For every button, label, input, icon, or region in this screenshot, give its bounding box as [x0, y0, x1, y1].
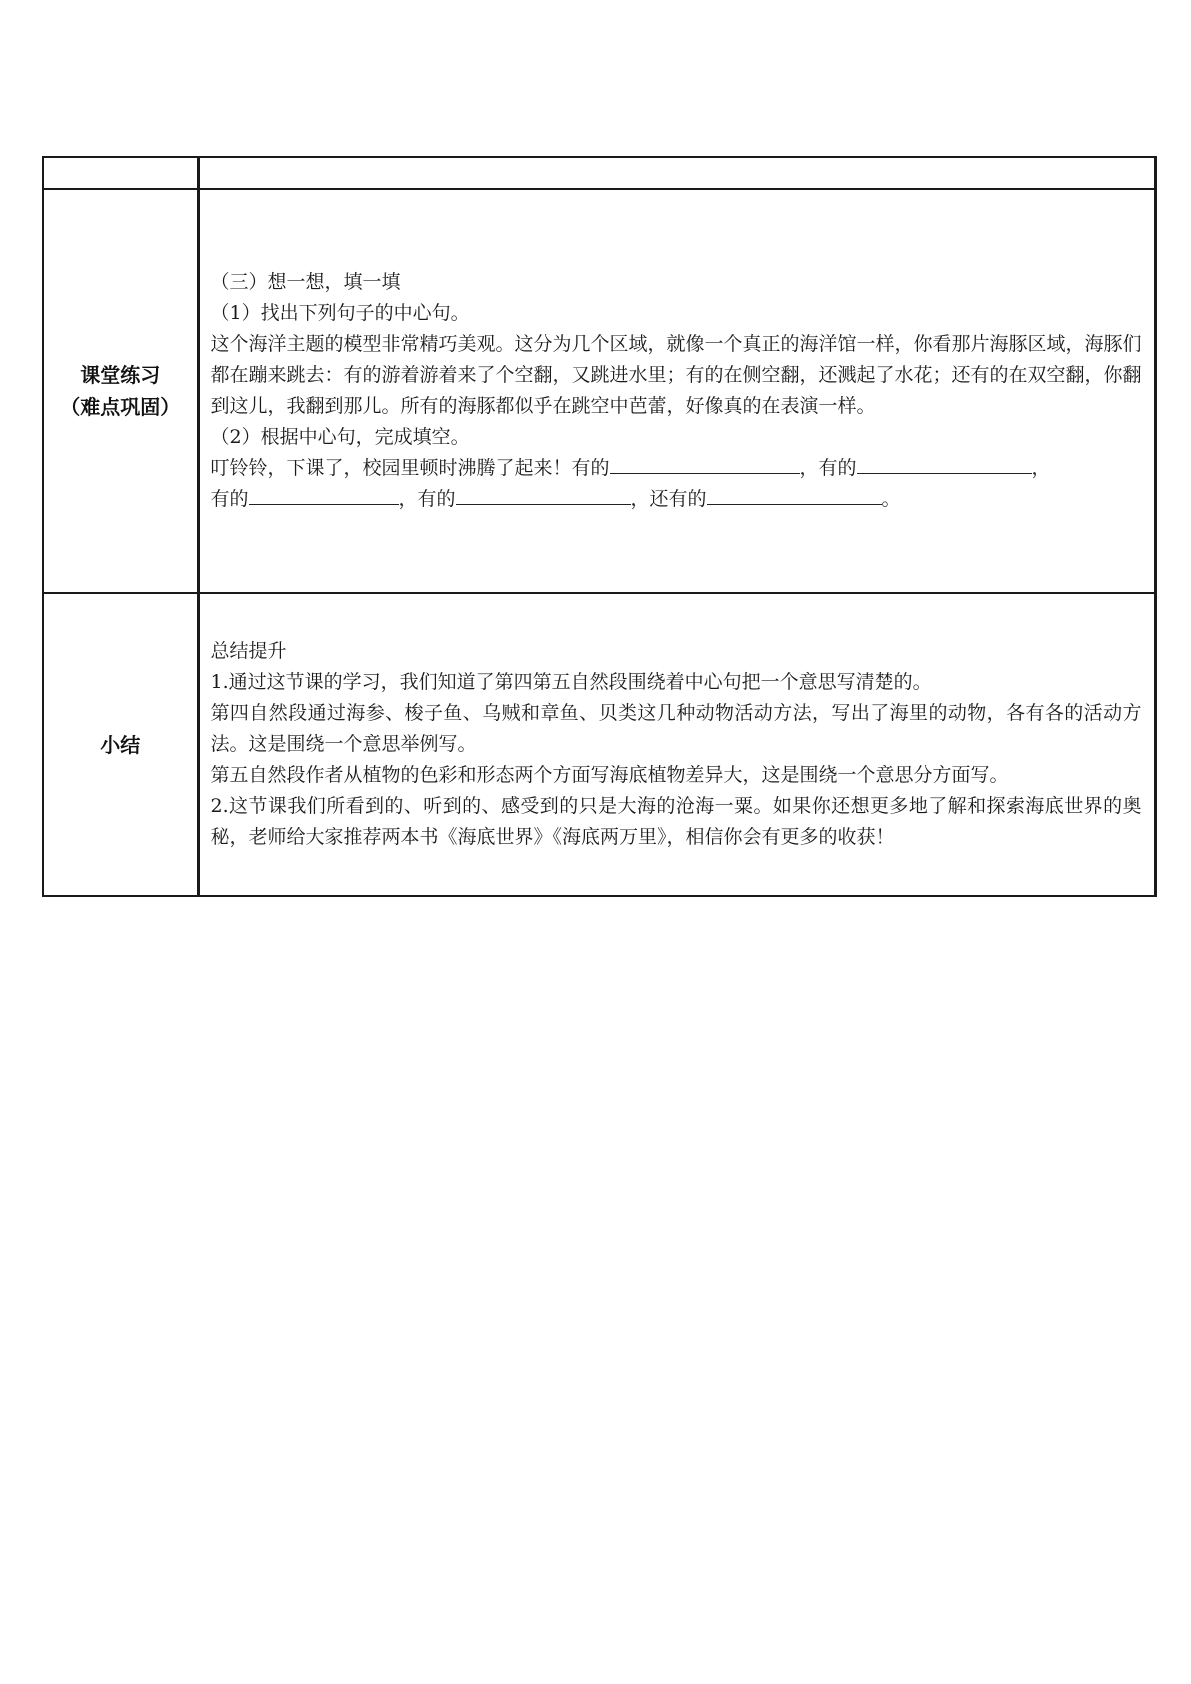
exercise-content: [200, 267, 1154, 515]
fill-text-e: ，有的: [398, 488, 456, 510]
summary-label-cell: [43, 593, 198, 896]
blank-line-2[interactable]: [857, 453, 1032, 474]
fill-text-g: 。: [881, 488, 901, 510]
exercise-passage: 这个海洋主题的模型非常精巧美观。这分为几个区域，就像一个真正的海洋馆一样，你看那片海豚区域，海豚们都在蹦来跳去：有的游着游着来了个空翻，又跳进水里；有的在侧空翻，还溅起了水花；还有的在双空翻，你翻到这儿，我翻到那儿。所有的海豚都似乎在跳空中芭蕾，好像真的在表演一样。: [210, 333, 1142, 417]
summary-title: 总结提升: [210, 640, 287, 662]
lesson-table: [42, 156, 1157, 897]
table-row-summary: [43, 593, 1155, 896]
blank-line-1[interactable]: [610, 453, 800, 474]
fill-text-f: ，还有的: [630, 488, 707, 510]
exercise-content-cell: [198, 189, 1155, 593]
summary-paragraph-3: 第五自然段作者从植物的色彩和形态两个方面写海底植物差异大，这是围绕一个意思分方面写。: [210, 764, 1009, 786]
exercise-label-cell: [43, 189, 198, 593]
exercise-question-1: （1）找出下列句子的中心句。: [210, 302, 470, 324]
exercise-label-line2: （难点巩固）: [60, 395, 181, 419]
blank-line-3[interactable]: [249, 484, 399, 505]
fill-text-d: 有的: [210, 488, 249, 510]
summary-label: 小结: [100, 732, 141, 757]
exercise-label-line1: 课堂练习: [80, 363, 161, 387]
blank-line-5[interactable]: [707, 484, 882, 505]
summary-paragraph-2: 第四自然段通过海参、梭子鱼、乌贼和章鱼、贝类这几种动物活动方法，写出了海里的动物，各有各的活动方法。这是围绕一个意思举例写。: [210, 702, 1142, 755]
empty-label-cell: [43, 157, 198, 189]
blank-line-4[interactable]: [456, 484, 631, 505]
exercise-label: [44, 359, 197, 423]
summary-content-cell: [198, 593, 1155, 896]
summary-content: [200, 636, 1154, 853]
table-row-exercise: [43, 189, 1155, 593]
exercise-heading: （三）想一想，填一填: [210, 271, 401, 293]
empty-content-cell: [198, 157, 1155, 189]
table-row-header: [43, 157, 1155, 189]
exercise-question-2: （2）根据中心句，完成填空。: [210, 426, 470, 448]
fill-text-a: 叮铃铃，下课了，校园里顿时沸腾了起来！有的: [210, 457, 610, 479]
fill-text-c: ，: [1031, 457, 1051, 479]
fill-in-sentence: [211, 453, 1142, 515]
summary-paragraph-4: 2.这节课我们所看到的、听到的、感受到的只是大海的沧海一粟。如果你还想更多地了解和探索海底世界的奥秘，老师给大家推荐两本书《海底世界》《海底两万里》，相信你会有更多的收获！: [210, 795, 1142, 848]
fill-text-b: ，有的: [799, 457, 857, 479]
summary-paragraph-1: 1.通过这节课的学习，我们知道了第四第五自然段围绕着中心句把一个意思写清楚的。: [210, 671, 932, 693]
